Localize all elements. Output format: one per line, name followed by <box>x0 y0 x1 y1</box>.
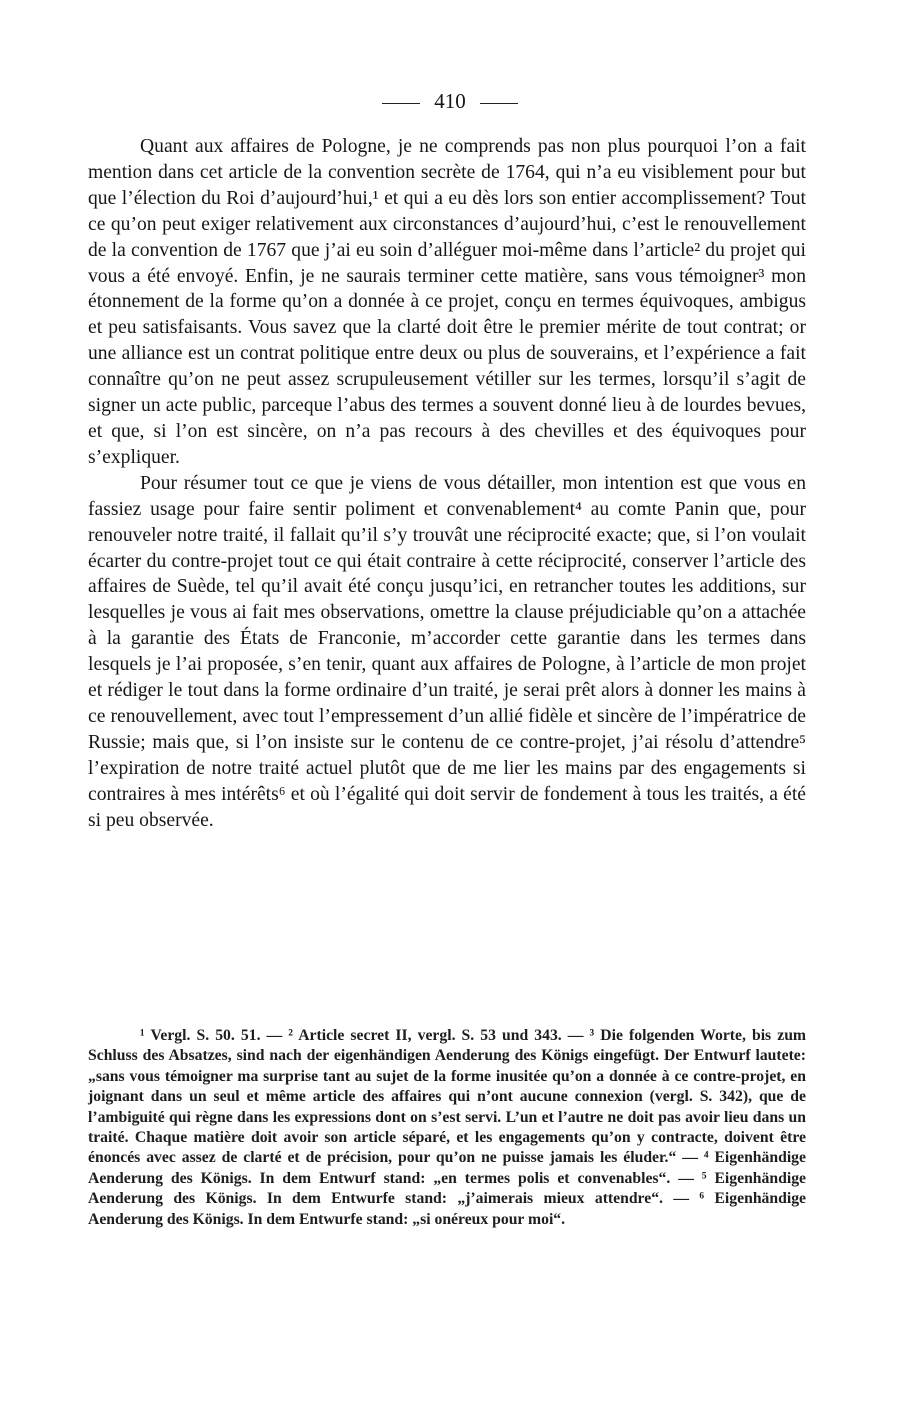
footnotes-text: ¹ Vergl. S. 50. 51. — ² Article secret II, vergl. S. 53 und 343. — ³ Die folgenden Worte, bis zum Schluss des Absatzes, sind nach der eigenhändigen Aenderung des Königs eingefügt. Der Entwurf lautete: „sans vous témoigner ma surprise tant au sujet de la forme inusitée qu’on a donnée à ce contre-projet, en joignant dans un seul et même article des affaires qui n’ont aucune connexion (vergl. S. 342), que de l’ambiguité qui règne dans les expressions dont on s’est servi. L’un et l’autre ne doit pas avoir lieu dans un traité. Chaque matière doit avoir son article séparé, et les engagements qu’on y contracte, doivent être énoncés avec assez de clarté et de précision, pour qu’on ne puisse jamais les éluder.“ — ⁴ Eigenhändige Aenderung des Königs. In dem Entwurf stand: „en termes polis et convenables“. — ⁵ Eigenhändige Aenderung des Königs. In dem Entwurfe stand: „j’aimerais mieux attendre“. — ⁶ Eigenhändige Aenderung des Königs. In dem Entwurfe stand: „si onéreux pour moi“. <box>88 1027 806 1228</box>
footnotes <box>88 1026 806 1230</box>
header-rule-right <box>480 103 518 104</box>
body-text <box>88 134 806 833</box>
header-rule-left <box>382 103 420 104</box>
page-number: 410 <box>434 89 466 113</box>
paragraph-pologne: Quant aux affaires de Pologne, je ne comprends pas non plus pourquoi l’on a fait mention dans cet article de la convention secrète de 1764, qui n’a eu visiblement pour but que l’élection du Roi d’aujourd’hui,¹ et qui a eu dès lors son entier accomplissement? Tout ce qu’on peut exiger relativement aux circonstances d’aujourd’hui, c’est le renouvellement de la convention de 1767 que j’ai eu soin d’alléguer moi-même dans l’article² du projet qui vous a été envoyé. Enfin, je ne saurais terminer cette matière, sans vous témoigner³ mon étonnement de la forme qu’on a donnée à ce projet, conçu en termes équivoques, ambigus et peu satisfaisants. Vous savez que la clarté doit être le premier mérite de tout contrat; or une alliance est un contrat politique entre deux ou plus de souverains, et l’expérience a fait connaître qu’on ne peut assez scrupuleusement vétiller sur les termes, lorsqu’il s’agit de signer un acte public, parceque l’abus des termes a souvent donné lieu à de lourdes bevues, et que, si l’on est sincère, on n’a pas recours à des chevilles et des équivoques pour s’expliquer. <box>88 136 806 468</box>
paragraph-resume: Pour résumer tout ce que je viens de vous détailler, mon intention est que vous en fassiez usage pour faire sentir poliment et convenablement⁴ au comte Panin que, pour renouveler notre traité, il fallait qu’il s’y trouvât une réciprocité exacte; que, si l’on voulait écarter du contre-projet tout ce qui était contraire à cette réciprocité, conserver l’article des affaires de Suède, tel qu’il avait été conçu jusqu’ici, en retrancher toutes les additions, sur lesquelles je vous ai fait mes observations, omettre la clause préjudiciable qu’on a attachée à la garantie des États de Franconie, m’accorder cette garantie dans les termes dans lesquels je l’ai proposée, s’en tenir, quant aux affaires de Pologne, à l’article de mon projet et rédiger le tout dans la forme ordinaire d’un traité, je serai prêt alors à donner les mains à ce renouvellement, avec tout l’empressement d’un allié fidèle et sincère de l’impératrice de Russie; mais que, si l’on insiste sur le contenu de ce contre-projet, j’ai résolu d’attendre⁵ l’expiration de notre traité actuel plutôt que de me lier les mains par des engagements si contraires à mes intérêts⁶ et où l’égalité qui doit servir de fondement à tous les traités, a été si peu observée. <box>88 472 806 831</box>
page-header <box>0 86 900 116</box>
